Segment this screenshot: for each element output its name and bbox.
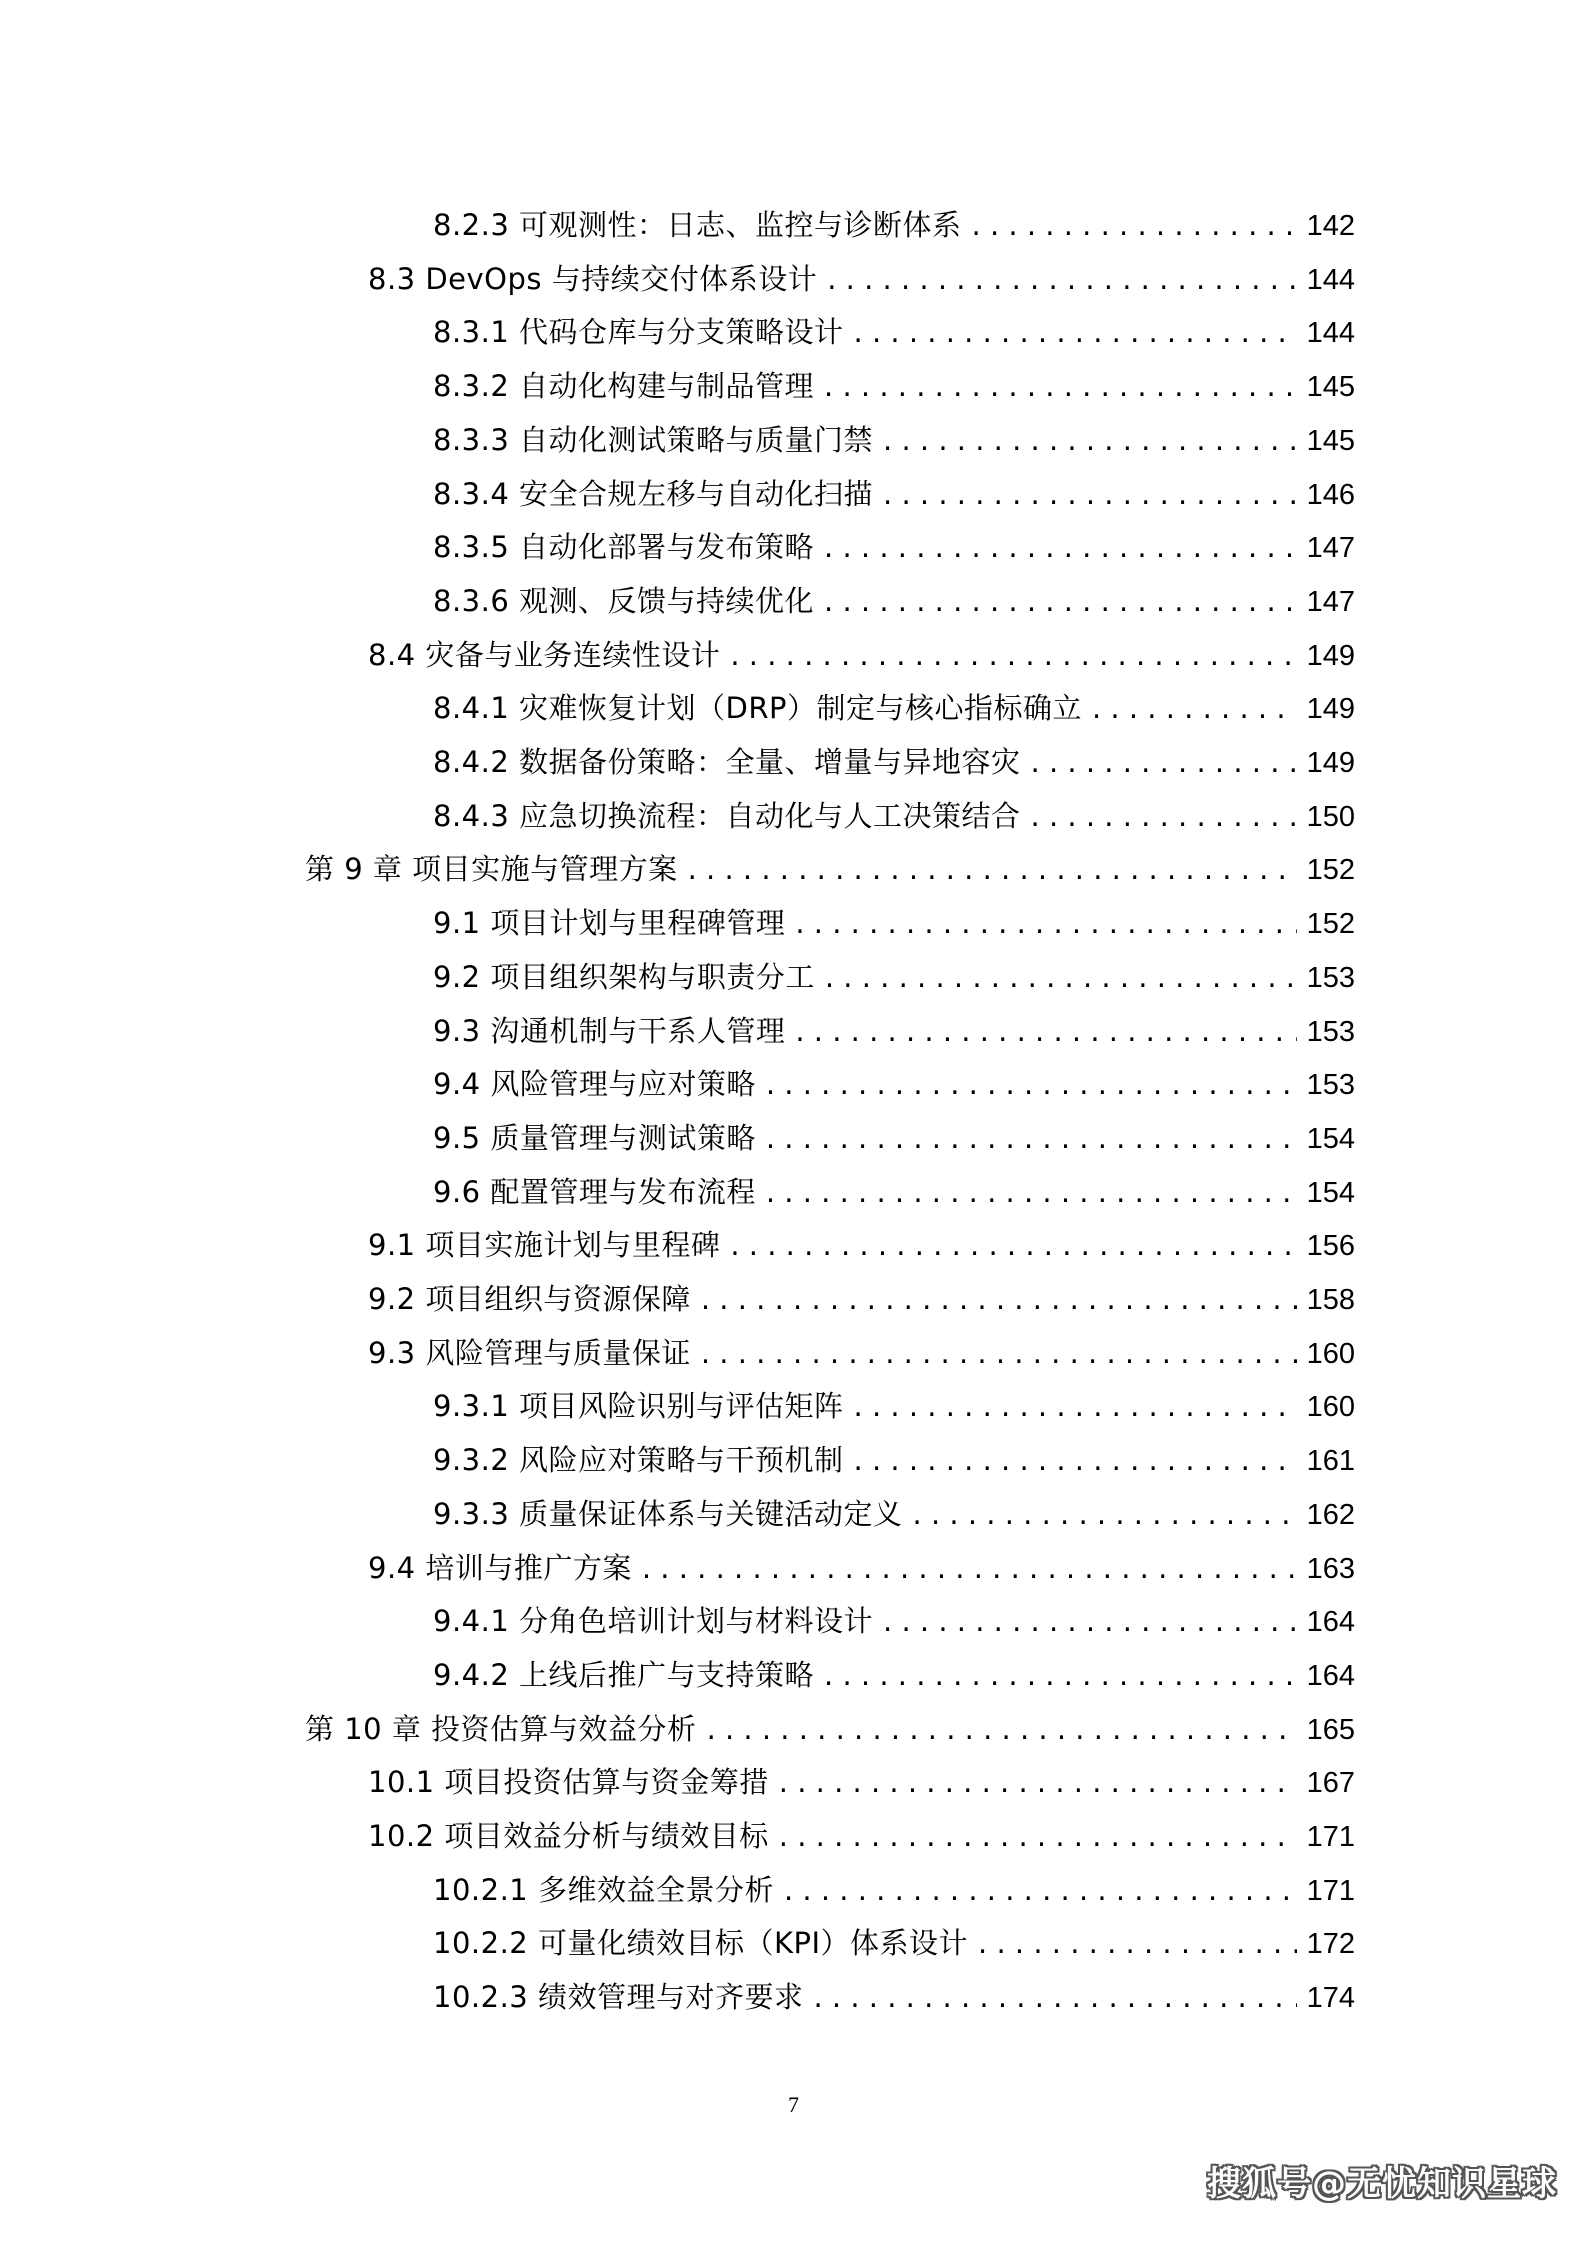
toc-dot-leader [701,1326,1297,1380]
toc-entry[interactable] [433,1648,1355,1702]
toc-entry-page: 174 [1306,1982,1355,2015]
toc-entry[interactable] [433,574,1355,628]
toc-entry-title: 9.6 配置管理与发布流程 [433,1174,756,1209]
toc-dot-leader [779,1809,1297,1863]
toc-entry-title: 9.1 项目实施计划与里程碑 [368,1228,721,1263]
toc-dot-leader [825,950,1297,1004]
toc-entry-title: 9.3.2 风险应对策略与干预机制 [433,1443,844,1478]
toc-entry-page: 161 [1306,1445,1355,1478]
toc-dot-leader [978,1916,1297,1970]
toc-entry[interactable] [433,1165,1355,1219]
toc-entry-page: 149 [1306,639,1355,672]
toc-entry-title: 8.4.3 应急切换流程：自动化与人工决策结合 [433,798,1021,833]
toc-entry-title: 9.4.1 分角色培训计划与材料设计 [433,1604,874,1639]
toc-dot-leader [854,1379,1297,1433]
toc-entry[interactable] [433,1594,1355,1648]
toc-entry-title: 9.4 风险管理与应对策略 [433,1067,756,1102]
toc-entry-page: 147 [1306,532,1355,565]
toc-entry[interactable] [433,305,1355,359]
toc-entry-page: 164 [1306,1659,1355,1692]
toc-entry[interactable] [433,359,1355,413]
toc-entry-title: 9.3.1 项目风险识别与评估矩阵 [433,1389,844,1424]
toc-entry[interactable] [433,467,1355,521]
toc-entry-title: 8.3 DevOps 与持续交付体系设计 [368,261,818,296]
toc-entry-page: 149 [1306,693,1355,726]
toc-dot-leader [824,1648,1297,1702]
toc-entry-page: 145 [1306,424,1355,457]
toc-entry-title: 8.4.1 灾难恢复计划（DRP）制定与核心指标确立 [433,691,1082,726]
toc-dot-leader [688,842,1297,896]
toc-entry[interactable] [433,1433,1355,1487]
toc-entry[interactable] [433,1970,1355,2024]
toc-entry-page: 149 [1306,747,1355,779]
toc-entry-page: 144 [1306,263,1355,296]
toc-dot-leader [766,1057,1297,1111]
toc-entry-page: 167 [1306,1767,1355,1800]
toc-entry-page: 152 [1306,854,1355,887]
toc-entry[interactable] [368,1541,1355,1595]
toc-entry-title: 10.2.1 多维效益全景分析 [433,1872,774,1907]
toc-entry-page: 154 [1306,1176,1355,1209]
toc-entry-title: 10.2.3 绩效管理与对齐要求 [433,1980,804,2015]
toc-dot-leader [795,1004,1296,1058]
toc-entry-title: 8.3.6 观测、反馈与持续优化 [433,583,815,618]
toc-entry[interactable] [433,1916,1355,1970]
toc-dot-leader [883,1594,1297,1648]
toc-dot-leader [766,1111,1297,1165]
toc-entry-title: 9.1 项目计划与里程碑管理 [433,906,786,941]
toc-entry-page: 146 [1306,478,1355,511]
toc-entry[interactable] [368,1218,1355,1272]
toc-entry-title: 9.2 项目组织架构与职责分工 [433,959,815,994]
toc-entry-title: 9.4.2 上线后推广与支持策略 [433,1657,815,1692]
toc-entry[interactable] [433,198,1355,252]
toc-dot-leader [766,1165,1297,1219]
toc-entry-page: 154 [1306,1122,1355,1155]
toc-entry-title: 9.4 培训与推广方案 [368,1550,632,1585]
toc-entry-title: 8.3.4 安全合规左移与自动化扫描 [433,476,874,511]
toc-entry-title: 8.3.3 自动化测试策略与质量门禁 [433,422,874,457]
toc-entry-page: 158 [1306,1284,1355,1316]
toc-entry[interactable] [368,1809,1355,1863]
toc-entry-page: 164 [1306,1606,1355,1639]
page-number: 7 [788,2092,799,2117]
toc-entry-page: 171 [1306,1821,1355,1853]
toc-entry[interactable] [433,896,1355,950]
toc-entry[interactable] [368,628,1355,682]
toc-entry-title: 10.2 项目效益分析与绩效目标 [368,1819,769,1853]
toc-dot-leader [701,1272,1297,1326]
toc-entry-title: 8.4.2 数据备份策略：全量、增量与异地容灾 [433,745,1021,779]
toc-entry-page: 153 [1306,1069,1355,1102]
toc-entry[interactable] [305,1702,1355,1756]
toc-dot-leader [707,1702,1297,1756]
toc-dot-leader [913,1487,1297,1541]
toc-dot-leader [854,305,1297,359]
toc-entry-page: 152 [1306,908,1355,941]
toc-entry-page: 153 [1306,961,1355,994]
toc-entry-page: 163 [1306,1552,1355,1585]
toc-entry[interactable] [368,252,1355,306]
toc-entry-title: 9.5 质量管理与测试策略 [433,1120,756,1155]
toc-entry-page: 144 [1306,317,1355,350]
toc-entry-title: 第 9 章 项目实施与管理方案 [305,852,678,887]
toc-entry[interactable] [433,413,1355,467]
toc-dot-leader [1092,681,1297,735]
toc-dot-leader [642,1541,1297,1595]
toc-dot-leader [813,1970,1296,2024]
toc-entry[interactable] [305,842,1355,896]
toc-dot-leader [883,413,1297,467]
toc-dot-leader [795,896,1296,950]
toc-entry[interactable] [433,1057,1355,1111]
toc-entry-title: 9.3 沟通机制与干系人管理 [433,1013,786,1048]
toc-entry-title: 8.2.3 可观测性：日志、监控与诊断体系 [433,208,962,242]
toc-dot-leader [779,1755,1297,1809]
toc-entry-page: 147 [1306,585,1355,618]
toc-entry[interactable] [368,1272,1355,1326]
toc-dot-leader [824,574,1297,628]
toc-entry-page: 145 [1306,371,1355,404]
toc-entry-title: 9.3.3 质量保证体系与关键活动定义 [433,1496,903,1531]
toc-entry[interactable] [433,789,1355,843]
toc-entry-title: 9.2 项目组织与资源保障 [368,1282,691,1316]
toc-dot-leader [784,1863,1297,1917]
toc-entry-title: 8.4 灾备与业务连续性设计 [368,637,721,672]
toc-entry[interactable] [433,1004,1355,1058]
toc-entry-page: 142 [1306,210,1355,242]
toc-entry-page: 162 [1306,1498,1355,1531]
toc-entry-title: 8.3.5 自动化部署与发布策略 [433,530,815,565]
toc-entry-title: 10.2.2 可量化绩效目标（KPI）体系设计 [433,1926,969,1961]
toc-entry[interactable] [433,1863,1355,1917]
toc-entry[interactable] [368,1755,1355,1809]
toc-entry-title: 10.1 项目投资估算与资金筹措 [368,1765,769,1800]
toc-dot-leader [824,520,1297,574]
toc-dot-leader [854,1433,1297,1487]
watermark: 搜狐号@无忧知识星球 [1207,2164,1557,2204]
toc-entry-page: 160 [1306,1391,1355,1424]
toc-entry-page: 156 [1306,1230,1355,1263]
toc-entry-page: 153 [1306,1015,1355,1048]
toc-entry[interactable] [433,1487,1355,1541]
toc-entry[interactable] [433,681,1355,735]
toc-entry[interactable] [433,1111,1355,1165]
toc-dot-leader [1031,735,1297,789]
toc-entry[interactable] [368,1326,1355,1380]
toc-entry-page: 171 [1306,1874,1355,1907]
toc-dot-leader [827,252,1296,306]
toc-entry-page: 165 [1306,1713,1355,1746]
toc-dot-leader [730,628,1296,682]
toc-entry-page: 172 [1306,1928,1355,1961]
toc-dot-leader [730,1218,1296,1272]
toc-entry-page: 150 [1306,800,1355,833]
toc-entry[interactable] [433,735,1355,789]
toc-entry[interactable] [433,950,1355,1004]
toc-entry-page: 160 [1306,1337,1355,1370]
toc-dot-leader [1031,789,1297,843]
toc-dot-leader [972,198,1297,252]
toc-entry-title: 9.3 风险管理与质量保证 [368,1335,691,1370]
toc-entry[interactable] [433,520,1355,574]
toc-dot-leader [824,359,1297,413]
toc-entry-title: 8.3.1 代码仓库与分支策略设计 [433,315,844,350]
toc-dot-leader [883,467,1297,521]
toc-entry-title: 8.3.2 自动化构建与制品管理 [433,369,815,404]
toc-entry[interactable] [433,1379,1355,1433]
toc-entry-title: 第 10 章 投资估算与效益分析 [305,1711,697,1746]
